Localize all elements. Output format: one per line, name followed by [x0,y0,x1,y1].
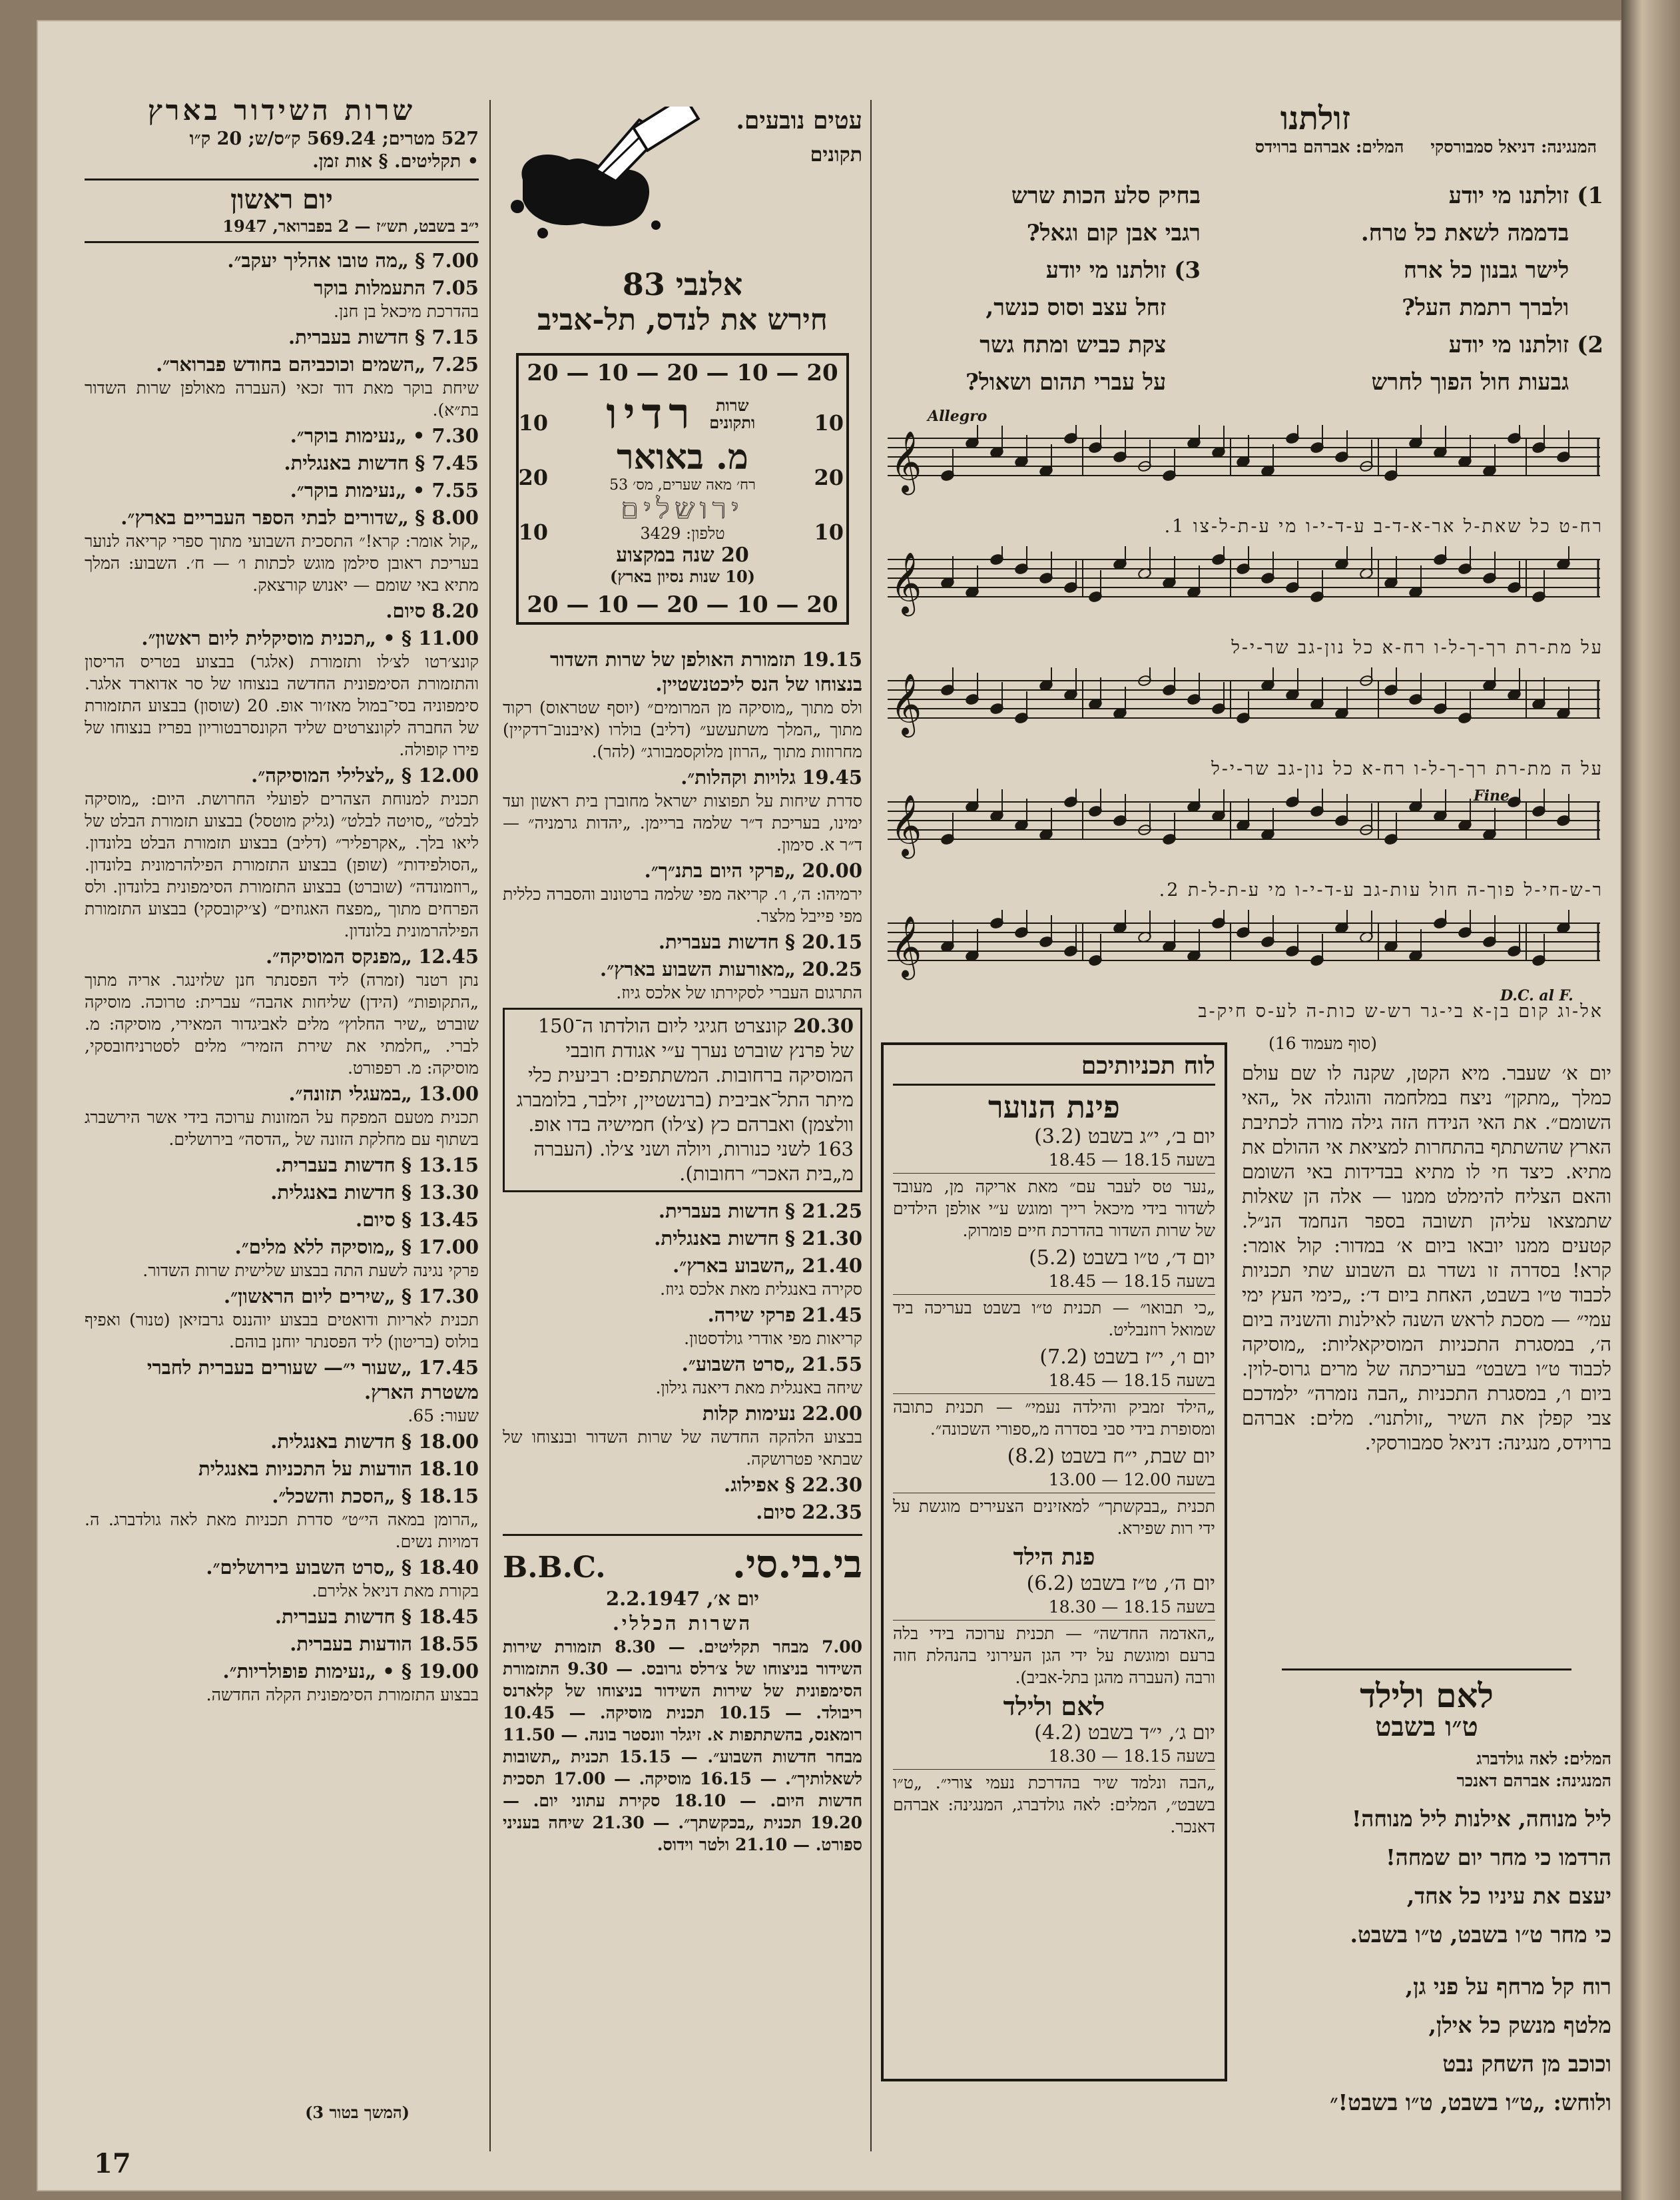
ad-border-top: 20 — 10 — 20 — 10 — 20 [527,360,838,386]
entry-title: סיום. [355,1208,396,1231]
day-title: יום ראשון [230,184,333,215]
verse-line: זולתנו מי יודע [1045,257,1167,284]
schedule-header-title: שרות השידור בארץ [147,94,416,127]
ad-city: ירושלים [621,492,744,525]
ad-service-label: שרות ותקונים [709,395,756,432]
song-section [881,100,1610,1031]
column-rule [870,100,872,2151]
entry-title: „פרקי היום בתנ״ך״. [644,859,796,882]
treble-clef-icon: 𝄞 [890,794,922,856]
entry-title: הודעות על התכניות באנגלית [198,1457,412,1480]
concert-box [503,1008,862,1192]
mother-programs [893,1720,1215,1838]
entry-body: בבצוע התזמורת הסימפונית הקלה החדשה. [206,1685,479,1704]
divider [85,241,479,243]
entry-time: 22.35 [802,1501,862,1523]
divider [893,1084,1215,1086]
entry-title: • „תכנית מוסיקלית ליום ראשון״. [141,627,396,649]
song-lyrics-credit: המלים: אברהם ברוידס [1255,137,1404,157]
entry-body: תכנית למנוחת הצהרים לפועלי החרושת. היום: „מוסיקה לבלט״ „סויטה לבלט״ (גליק מוטסל) בבצוע תזמורת הבלט של ליאו בלך. „אקרפליר״ (דליב) בבצוע תזמורת הבלט בלונדון. „הסולפידות״ (שופן) בבצוע התזמורת הפילהרמונית בלונדון. „רוזמונדה״ (שוברט) בבצוע התזמורת הסימפונית בלונדון. ולס הפרחים מתוך „מפצח האגוזים״ (צ׳יקובסקי) בבצוע התזמורת הפילהרמונית בלונדון. [85,789,479,940]
music-staff [888,546,1603,658]
divider [893,1393,1215,1394]
staff-notation [888,667,1600,747]
tempo-marking: Allegro [928,408,987,425]
program-day: יום ו׳, י״ז בשבט (7.2) [1039,1345,1215,1369]
schedule-entry [503,1473,862,1497]
entry-body: פרקי נגינה לשעת התה בבצוע שלישית שרות השדור. [142,1261,479,1280]
verse-number: 3) [1174,257,1201,284]
mother-child-lyrics-credit: המלים: לאה גולדברג [1476,1749,1611,1768]
entry-time: 7.15 § [415,326,479,348]
entry-time: 7.55 • [412,479,479,502]
program-text: „כי תבואו״ — תכנית ט״ו בשבט בעריכה ביד שמואל רוזנבליט. [893,1298,1215,1339]
schedule-entry [85,1632,479,1656]
song-verses [881,177,1610,401]
poem-line: הרדמו כי מחר יום שמחה! [1386,1844,1611,1870]
poem-line: ליל מנוחה, אילנות ליל מנוחה! [1351,1806,1611,1832]
entry-time: 19.00 § • [382,1660,479,1682]
entry-title: פרקי שירה. [707,1303,796,1326]
entry-title: „שעור י״— שעורים בעברית לחברי משטרת הארץ. [146,1356,479,1403]
schedule-entry [85,325,479,350]
schedule-entry [85,1208,479,1232]
bbc-title-hebrew: בי.בי.סי. [732,1541,862,1587]
schedule-entry [85,1153,479,1178]
ad-side-left: 10 20 10 [518,410,548,545]
article-column [1242,1032,1611,2122]
entry-body: תכנית מטעם המפקח על המזונות ערוכה בידי אשר הירשברג בשתוף עם מחלקת הזונה של „הדסה״ בירושלים. [85,1108,479,1149]
poem-line: ולוחש: „ט״ו בשבט, ט״ו בשבט!״ [1330,2089,1611,2115]
program-item [893,1345,1215,1440]
entry-title: „מה טובו אהליך יעקב״. [227,249,409,272]
staff-lyrics: אל-וג קום בן-א בי-גר רש-ש כות-ה לע-ס חיק-ב [1198,1001,1603,1022]
program-hours: בשעה 18.15 — 18.30 [1048,1746,1215,1766]
entry-title: נעימות קלות [702,1402,796,1425]
entry-time: 22.30 § [784,1473,862,1496]
pen-ad-name: חירש את לנדס, תל-אביב [537,303,828,337]
book-spine [1621,0,1680,2200]
program-day: יום ב׳, י״ג בשבט (3.2) [1034,1125,1215,1148]
song-credits [881,137,1610,157]
radio-repair-ad [516,353,849,625]
schedule-entry [503,930,862,954]
schedule-entry [503,1199,862,1224]
entry-time: 17.00 § [401,1236,479,1258]
schedule-entry [85,763,479,942]
newspaper-page [37,20,1621,2191]
poem-line: כי מחר ט״ו בשבט, ט״ו בשבט. [1350,1922,1611,1948]
ad-phone: טלפון: 3429 [640,524,725,543]
entry-body: ירמיהו: ה׳, ו׳. קריאה מפי שלמה ברטונוב והסברה כללית מפי פייבל מלצר. [503,885,862,926]
entry-time: 7.30 • [412,424,479,447]
bbc-header [503,1541,862,1587]
verse-number: 1) [1577,183,1603,209]
entry-time: 7.25 [431,353,479,376]
program-item [893,1720,1215,1838]
staff-lyrics: על מת-רת רך-ך-ל-ו רח-א כל נון-גב שר-י-ל [1231,637,1603,658]
entry-body: „הרומן במאה הי״ט״ סדרת תכניות מאת לאה גולדברג. ה. דמויות נשים. [85,1510,479,1551]
entry-time: 7.05 [431,276,479,299]
schedule-continuation: (המשך בטור 3) [305,2103,410,2122]
ad-border-bottom: 20 — 10 — 20 — 10 — 20 [527,591,838,618]
schedule-entry [503,1303,862,1349]
entry-time: 21.30 § [784,1227,862,1250]
entry-body: קונצ׳רטו לצ׳לו ותזמורת (אלגר) בבצוע בטריס הריסון והתזמורת הסימפונית החדשה בנצוחו של סר אדוארד אלגר. סימפוניה בסי־במול מאז׳ור אופ. 20 (שוסון) בבצוע התזמורת של החברה לקונצרטים שליד הקונסרבטוריון בפריז בנצוחו של פירו קופולה. [85,652,479,759]
entry-time: 21.25 § [784,1200,862,1222]
entry-title: חדשות בעברית. [288,326,409,348]
day-date: י״ב בשבט, תש״ז — 2 בפברואר, 1947 [222,216,479,236]
pen-ad-tagline: עטים נובעים. [736,107,862,135]
dc-marking: D.C. al F. [1500,987,1573,1004]
verse-line: צקת כביש ומתח גשר [980,332,1167,358]
bbc-text: 7.00 מבחר תקליטים. — 8.30 תזמורת שירות השידור בניצוחו של צ׳רלס גרובס. — 9.30 התזמורת הסימפונית של שירות השידור בניצוחו של קלארנס ריבולד. — 10.15 תכנית מוסיקה. — 10.45 רומאנס, בהשתתפות א. זיגלר וונסטר בונה. — 11.50 מבחר חדשות השבוע״. — 15.15 תכנית „תשובות לשאלותיך״. — 16.15 מוסיקה. — 17.00 תסכית חדשות היום. — 18.10 סקירת עתוני יום. — 19.20 תכנית „בכקשתך״. — 21.30 שיחה בעניני ספורט. — 21.10 ולטר וידוס. [503,1637,862,1854]
poem-line: רוח קל מרחף על פני גן, [1405,1974,1611,2000]
bbc-title-latin: B.B.C. [503,1551,606,1585]
treble-clef-icon: 𝄞 [890,915,922,977]
entry-title: חדשות בעברית. [658,930,779,953]
second-column [503,107,862,1876]
schedule-entry [85,1355,479,1427]
ad-experience: (10 שנות נסיון בארץ) [609,567,756,586]
pen-ink-icon [503,107,702,260]
verse-line: זולתנו מי יודע [1448,332,1569,358]
entry-title: „השמים וכוכביהם בחודש פברואר״. [156,353,426,376]
verse-line: זולתנו מי יודע [1448,183,1569,209]
program-item [893,1246,1215,1341]
program-item [893,1124,1215,1242]
ad-side-right: 10 20 10 [814,410,844,545]
ad-business-name: מ. באואר [617,437,748,478]
entry-time: 13.15 § [401,1154,479,1176]
ad-address: רח׳ מאה שערים, מס׳ 53 [609,477,756,494]
entry-title: „סרט השבוע״. [681,1353,796,1375]
entry-title: חדשות באנגלית. [270,1181,396,1204]
schedule-entry [85,1659,479,1706]
schedule-entry [85,1429,479,1454]
staff-notation [888,425,1600,505]
verse-line: בדממה לשאת כל טרח. [1360,220,1569,246]
schedule-entry [503,1401,862,1470]
entry-title: חדשות בעברית. [274,1605,396,1628]
staff-lyrics: על ה מת-רת רך-ך-ל-ו רח-א כל נון-גב שר-י-ל [1211,759,1603,779]
programs-box [881,1042,1227,2081]
schedule-entry [85,248,479,273]
entry-body: בקורת מאת דניאל אלירם. [312,1581,479,1601]
music-staff [888,667,1603,779]
entry-time: 13.30 § [401,1181,479,1204]
concert-time: 20.30 [793,1014,854,1037]
divider [503,1534,862,1536]
program-day: יום שבת, י״ח בשבט (8.2) [1007,1445,1215,1468]
entry-time: 19.45 [802,766,862,789]
treble-clef-icon: 𝄞 [890,551,922,613]
entry-title: „נעימות פופולריות״. [222,1660,377,1682]
program-day: יום ג׳, י״ד בשבט (4.2) [1034,1721,1215,1744]
program-item [893,1444,1215,1539]
schedule-header-legend: • תקליטים. § אות זמן. [312,151,479,172]
program-text: „הילד זמביק והילדה נעמי״ — תכנית כתובה ומסופרת בידי סבי בסדרה מ„ספורי השכונה״. [893,1397,1215,1439]
schedule-entry [85,1082,479,1150]
entry-time: 21.55 [802,1353,862,1375]
entry-time: 8.00 § [415,506,479,529]
youth-corner-title: פינת הנוער [988,1089,1120,1125]
entry-body: ולס מתוך „מוסיקה מן המרומים״ (יוסף שטראוס) רקוד מתוך „המלך משתעשע״ (דליב) בולרו (איבנוב־רדקיין) מחרוזות מתוך „הרוזן מלוקסמבורג״ (להר). [503,698,862,761]
entry-time: 7.45 § [415,452,479,474]
schedule-entry [85,626,479,761]
schedule-entry [503,859,862,927]
program-text: „הבה ונלמד שיר בהדרכת נעמי צורי״. „ט״ו בשבט״, המלים: לאה גולדברג, המנגינה: אברהם דאנכר. [893,1773,1215,1836]
staff-lyrics: רח-ט כל שאת-ל אר-א-ד-ב ע-ד-י-ו מי ע-ת-ל-צו 1. [1164,516,1603,537]
music-staff [888,789,1603,901]
schedule-entry [85,1235,479,1282]
pen-ad-address: אלנבי 83 [622,266,743,302]
entry-time: 17.45 [418,1356,479,1379]
entry-title: „מפנקס המוסיקה״. [266,945,412,968]
column-rule [489,100,491,2151]
program-hours: בשעה 18.15 — 18.45 [1048,1371,1215,1390]
entry-body: בבצוע הלהקה החדשה של שרות השדור ובנצוחו של שבתאי פטרושקה. [503,1427,862,1469]
poem-line: וכוכב מן השחק נבט [1442,2051,1611,2077]
entry-time: 18.40 § [401,1556,479,1579]
program-hours: בשעה 18.15 — 18.45 [1048,1272,1215,1291]
program-hours: בשעה 12.00 — 13.00 [1048,1470,1215,1489]
staff-lyrics: ר-ש-חי-ל פוך-ה חול עות-גב ע-ד-י-ו מי ע-ת-ל-ת 2. [1159,880,1603,901]
song-music-credit: המנגינה: דניאל סמבורסקי [1430,137,1597,157]
program-item [893,1571,1215,1688]
schedule-header-frequency: 527 מטרים; 569.24 ק״ס/ש; 20 ק״ו [189,129,479,149]
divider [893,1173,1215,1174]
late-entries [503,1199,862,1525]
verse-line: בחיק סלע הכות שרש [1011,183,1201,209]
schedule-entry [503,1226,862,1251]
entry-time: 11.00 § [401,627,479,649]
evening-entries [503,647,862,1004]
entry-body: קריאות מפי אודרי גולדסטון. [684,1329,862,1348]
entry-title: „במעגלי תזונה״. [288,1082,412,1105]
fine-marking: Fine [1474,787,1510,805]
youth-programs [893,1124,1215,1539]
schedule-entry [85,506,479,596]
entry-title: „סרט השבוע בירושלים״. [206,1556,396,1579]
verse-number: 2) [1577,332,1603,358]
treble-clef-icon: 𝄞 [890,673,922,735]
verse-block-left [888,177,1201,401]
schedule-entry [85,1484,479,1553]
schedule-entry [85,1555,479,1602]
entry-title: חדשות באנגלית. [654,1227,779,1250]
music-staff [888,910,1603,1022]
divider [893,1769,1215,1770]
pen-ad [503,107,862,340]
verse-line: רגבי אבן קום וגאל? [1026,220,1201,246]
ad-big-word: רדיו [606,389,697,439]
entry-title: חדשות בעברית. [658,1200,779,1222]
entry-title: סיום. [386,599,426,622]
program-text: „האדמה החדשה״ — תכנית ערוכה בידי בלה ברעם ומוגשת על ידי הגן העירוני בהנהלת חוה ורבה (העברה מהגן בתל-אביב). [893,1624,1215,1687]
verse-line: גבעות חול הפוך לחרש [1371,369,1569,396]
schedule-entries [85,248,479,2191]
child-programs [893,1571,1215,1688]
verse-line: על עברי תהום ושאול? [965,369,1167,396]
poem-line: מלטף מנשק כל אילן, [1428,2012,1611,2038]
verse-line: ולברך רתמת העל? [1402,294,1569,321]
staff-notation [888,910,1600,990]
entry-title: סיום. [756,1501,796,1523]
sheet-music [881,408,1610,1022]
bbc-subtitle: השרות הכללי. [612,1612,753,1635]
entry-title: אפילוג. [724,1473,779,1496]
entry-time: 12.00 § [401,764,479,787]
program-day: יום ד׳, ט״ו בשבט (5.2) [1029,1246,1215,1270]
entry-body: שעור: 65. [408,1406,479,1425]
bbc-date: יום א׳, 2.2.1947 [606,1587,759,1610]
entry-time: 20.25 [802,958,862,980]
mother-child-music-credit: המנגינה: אברהם דאנכר [1456,1771,1611,1790]
entry-title: חדשות בעברית. [274,1154,396,1176]
entry-time: 22.00 [802,1402,862,1425]
entry-title: „מוסיקה ללא מלים״. [234,1236,396,1258]
entry-time: 13.45 § [401,1208,479,1231]
program-text: תכנית „בבקשתך״ למאזינים הצעירים מוגשת על ידי רות שפירא. [893,1497,1215,1538]
mother-child-poem [1242,1800,1611,2122]
program-day: יום ה׳, ט״ז בשבט (6.2) [1026,1572,1215,1595]
schedule-entry [85,352,479,421]
mother-corner-title: לאם ולילד [1003,1691,1105,1721]
entry-title: „שירים ליום הראשון״. [224,1285,396,1307]
schedule-entry [503,957,862,1004]
entry-title: „לצלילי המוסיקה״. [251,764,396,787]
schedule-entry [503,1254,862,1300]
ad-years: 20 שנה במקצוע [616,544,749,567]
entry-time: 13.00 [418,1082,479,1105]
entry-body: נתן רטנר (זמרה) ליד הפסנתר חנן שלזינגר. אריה מתוך „התקופות״ (הידן) שליחות אהבה״ עברית: טרוכה. מוסיקה שוברט „שיר החלוץ״ מלים לאביגדור המאירי, מוסיקה: מ. לברי. „חלמתי את שירת הזמיר״ מלים לסטרניחובסקי, מוסיקה: מ. רפפורט. [85,970,479,1078]
entry-body: בהדרכת מיכאל בן חנן. [334,302,479,321]
verse-line: לישר גבנון כל ארח [1403,257,1569,284]
program-hours: בשעה 18.15 — 18.30 [1048,1597,1215,1617]
entry-title: חדשות באנגלית. [284,452,409,474]
schedule-entry [85,1284,479,1353]
ad-content [559,389,806,587]
schedule-entry [85,478,479,503]
song-title: זולתנו [1280,100,1350,137]
program-hours: בשעה 18.15 — 18.45 [1048,1150,1215,1170]
entry-body: סקירה באנגלית מאת אלכס גיוז. [660,1280,862,1299]
schedule-entry [503,1352,862,1399]
entry-title: „הסכת והשכל״. [272,1485,396,1507]
article-text: יום א׳ שעבר. מיא הקטן, שקנה לו שם עולם כמלך „מתקן״ ניצח במלחמה והוגלה אל „האי השומם״. את האי הנידח הזה גילה מורה לכתיבת הארץ שהשתתף בהתחרות למציאת אי ההולם את מתיא. כיצד חי לו מתיא בבדידות באי השומם והאם הצליח להימלט ממנו — אלה הן שאלות שתמצאו עליהן תשובה בספר הנחמד הנ״ל. קטעים ממנו יובאו ביום א׳ במדור: קול אומר: קרא! בסדרה זו נשדר גם השבוע שתי תכניות לכבוד ט״ו בשבט, האחת ביום ד׳: „כימי העץ ימי עמי״ — מסכת לראש השנה לאילנות והשניה ביום ה׳, במסגרת התכניות המוסיקאליות: „מוסיקה לכבוד ט״ו בשבט״ בעריכתה של מרים גרוס-לוין. ביום ו׳, במסגרת התכניות „הבה נזמרה״ ילמדכם צבי קפלן את השיר „זולתנו״. מלים: אברהם ברוידס, מנגינה: דניאל סמבורסקי. [1242,1062,1611,1454]
verse-line: זחל עצב וסוס כנשר, [985,294,1167,321]
entry-time: 18.15 § [401,1485,479,1507]
staff-notation [888,546,1600,626]
entry-time: 7.00 § [415,249,479,272]
entry-time: 18.10 [418,1457,479,1480]
entry-time: 20.15 § [784,930,862,953]
mother-child-subtitle: ט״ו בשבט [1375,1711,1478,1742]
verse-block-right [1257,177,1603,401]
divider [85,179,479,181]
entry-title: „מאורעות השבוע בארץ״. [600,958,796,980]
entry-body: התרגום העברי לסקירתו של אלכס גיוז. [616,983,862,1002]
entry-title: התעמלות בוקר [314,276,426,299]
schedule-entry [85,944,479,1079]
entry-time: 21.40 [802,1254,862,1277]
divider [893,1294,1215,1295]
entry-time: 18.55 [418,1633,479,1655]
program-text: „נער טס לעבר עם״ מאת אריקה מן, מעובד לשדור בידי מיכאל רייך ומוגש ע״י אולפן הילדים של שרות השדור בהדרכת חיים פומרוק. [893,1177,1215,1240]
entry-time: 12.45 [418,945,479,968]
entry-title: גלויות וקהלות״. [681,766,796,789]
mother-child-title: לאם ולילד [1360,1676,1494,1715]
entry-title: „השבוע בארץ״. [673,1254,796,1277]
schedule-entry [85,1605,479,1629]
entry-title: חדשות באנגלית. [270,1430,396,1453]
schedule-entry [85,424,479,448]
poem-line: יעצם את עיניו כל אחד, [1406,1883,1611,1909]
schedule-entry [85,599,479,623]
schedule-entry [503,647,862,763]
entry-body: „קול אומר: קרא!״ התסכית השבועי מתוך ספרי קריאה לנוער בעריכת ראובן סילמן מוגש לכתות ו׳ — ח׳. השבוע: המלך מתיא באי שומם — יאנוש קורצאק. [85,532,479,595]
pen-ad-repairs: תקונים [810,143,862,167]
schedule-entry [85,1457,479,1481]
entry-title: „נעימות בוקר״. [290,424,407,447]
entry-time: 18.45 § [401,1605,479,1628]
child-corner-title: פנת הילד [1013,1544,1095,1571]
page-number: 17 [94,2148,131,2179]
entry-title: תזמורת האולפן של שרות השדור בנצוחו של הנס ליכטנשטיין. [550,648,862,695]
schedule-entry [503,765,862,856]
entry-time: 19.15 [802,648,862,671]
schedule-entry [85,451,479,476]
radio-schedule-column [85,93,479,2191]
entry-body: שיחת בוקר מאת דוד זכאי (העברה מאולפן שרות השדור בת״א). [85,378,479,420]
entry-time: 17.30 § [401,1285,479,1307]
divider [893,1620,1215,1621]
entry-time: 8.20 [431,599,479,622]
continuation-note: (סוף מעמוד 16) [1268,1034,1378,1053]
schedule-entry [85,1180,479,1205]
entry-time: 21.45 [802,1303,862,1326]
schedule-entry [85,276,479,322]
concert-text: קונצרט חגיגי ליום הולדתו ה־150 של פרנץ שוברט נערך ע״י אגודת חובבי המוסיקה ברחובות. המשתתפים: רביעית כלי מיתר התל־אביבית (ברנשטיין, זילבר, בלומברג וולצמן) ואברהם כץ (צ׳לו) חמישיה בדו אופ. 163 לשני כנורות, ויולה ושני צ׳לו. (העברה מ„בית האכר״ רחובות). [516,1014,854,1185]
entry-body: שיחה באנגלית מאת דיאנה גילון. [655,1378,862,1397]
entry-body: תכנית לאריות ודואטים בבצוע יוהננס גרבזיאן (טנור) ואפיף בולוס (בריטון) ליד הפסנתר יוחנן בוהם. [85,1310,479,1351]
entry-title: הודעות בעברית. [290,1633,412,1655]
music-staff [888,425,1603,537]
entry-time: 20.00 [802,859,862,882]
programs-box-title: לוח תכניותיכם [1081,1052,1215,1080]
treble-clef-icon: 𝄞 [890,430,922,492]
schedule-entry [503,1500,862,1525]
entry-body: סדרת שיחות על תפוצות ישראל מחוברן בית ראשון ועד ימינו, בעריכת ד״ר שלמה בריימן. „יהדות גרמניה״ — ד״ר א. סימון. [503,791,862,855]
entry-time: 18.00 § [401,1430,479,1453]
entry-title: „נעימות בוקר״. [290,479,407,502]
divider [1282,1668,1571,1670]
entry-title: „שדורים לבתי הספר העבריים בארץ״. [121,506,409,529]
